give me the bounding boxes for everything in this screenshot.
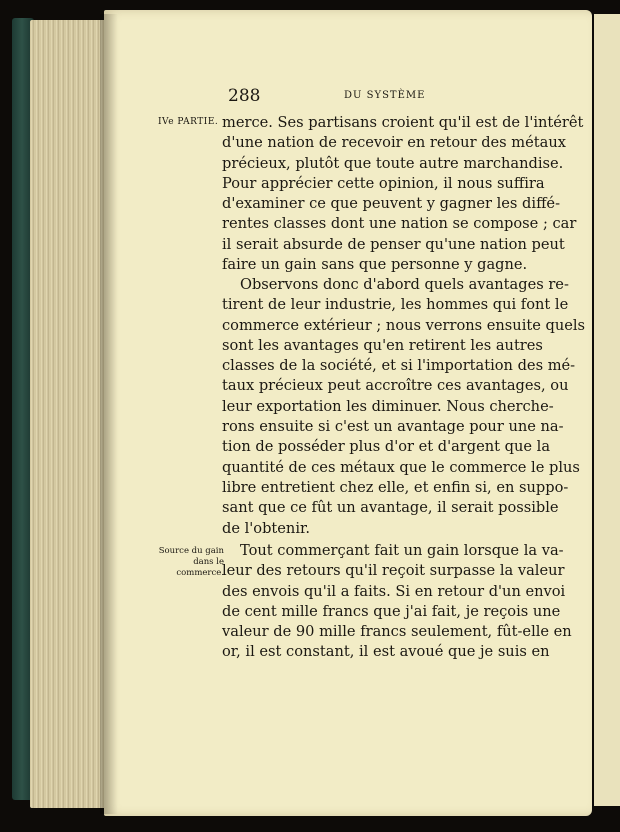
text-line: Observons donc d'abord quels avantages re- — [240, 276, 569, 293]
text-line: leur exportation les diminuer. Nous cherche- — [222, 397, 554, 415]
text-line: rentes classes dont une nation se compose ; car — [222, 215, 577, 233]
page-number: 288 — [228, 86, 261, 106]
text-line: d'examiner ce que peuvent y gagner les diffé- — [222, 195, 561, 213]
text-line: leur des retours qu'il reçoit surpasse la valeur — [222, 562, 565, 580]
paragraph-continued — [222, 113, 584, 275]
gutter-shadow — [100, 14, 118, 814]
text-line: tirent de leur industrie, les hommes qui font le — [222, 296, 569, 314]
text-line: tion de posséder plus d'or et d'argent que la — [222, 438, 551, 456]
running-title: DU SYSTÈME — [344, 90, 426, 101]
text-line: faire un gain sans que personne y gagne. — [222, 256, 528, 274]
text-line: rons ensuite si c'est un avantage pour une na- — [222, 418, 564, 436]
text-line: valeur de 90 mille francs seulement, fût-elle en — [222, 623, 572, 641]
text-line: de l'obtenir. — [222, 519, 311, 537]
text-line: classes de la société, et si l'importation des mé- — [222, 357, 576, 375]
text-line: quantité de ces métaux que le commerce le plus — [222, 458, 580, 476]
margin-part-label: IVe PARTIE. — [158, 117, 219, 127]
margin-note-line: commerce. — [176, 568, 224, 578]
text-line: libre entretient chez elle, et enfin si, en suppo- — [222, 478, 569, 496]
facing-page-edge — [594, 14, 620, 806]
text-line: merce. Ses partisans croient qu'il est de l'intérêt — [222, 114, 584, 131]
text-line: Pour apprécier cette opinion, il nous suffira — [222, 174, 545, 192]
text-line: précieux, plutôt que toute autre marchandise. — [222, 154, 564, 172]
text-line: sont les avantages qu'en retirent les autres — [222, 336, 543, 354]
text-line: des envois qu'il a faits. Si en retour d'un envoi — [222, 582, 566, 600]
margin-note-line: dans le — [193, 557, 224, 567]
page-header — [226, 86, 542, 108]
page-edges — [30, 20, 108, 808]
text-line: d'une nation de recevoir en retour des métaux — [222, 134, 566, 152]
text-line: taux précieux peut accroître ces avantages, ou — [222, 377, 569, 395]
text-line: il serait absurde de penser qu'une nation peut — [222, 235, 565, 253]
text-line: Tout commerçant fait un gain lorsque la va- — [240, 542, 564, 559]
text-line: or, il est constant, il est avoué que je suis en — [222, 643, 550, 661]
paragraph-observons — [222, 275, 586, 539]
paragraph-tout-commercant — [222, 541, 572, 663]
margin-note-line: Source du gain — [158, 546, 224, 556]
text-line: de cent mille francs que j'ai fait, je reçois une — [222, 602, 561, 620]
text-line: commerce extérieur ; nous verrons ensuite quels — [222, 316, 586, 334]
text-line: sant que ce fût un avantage, il serait possible — [222, 499, 559, 517]
margin-note — [146, 546, 224, 579]
